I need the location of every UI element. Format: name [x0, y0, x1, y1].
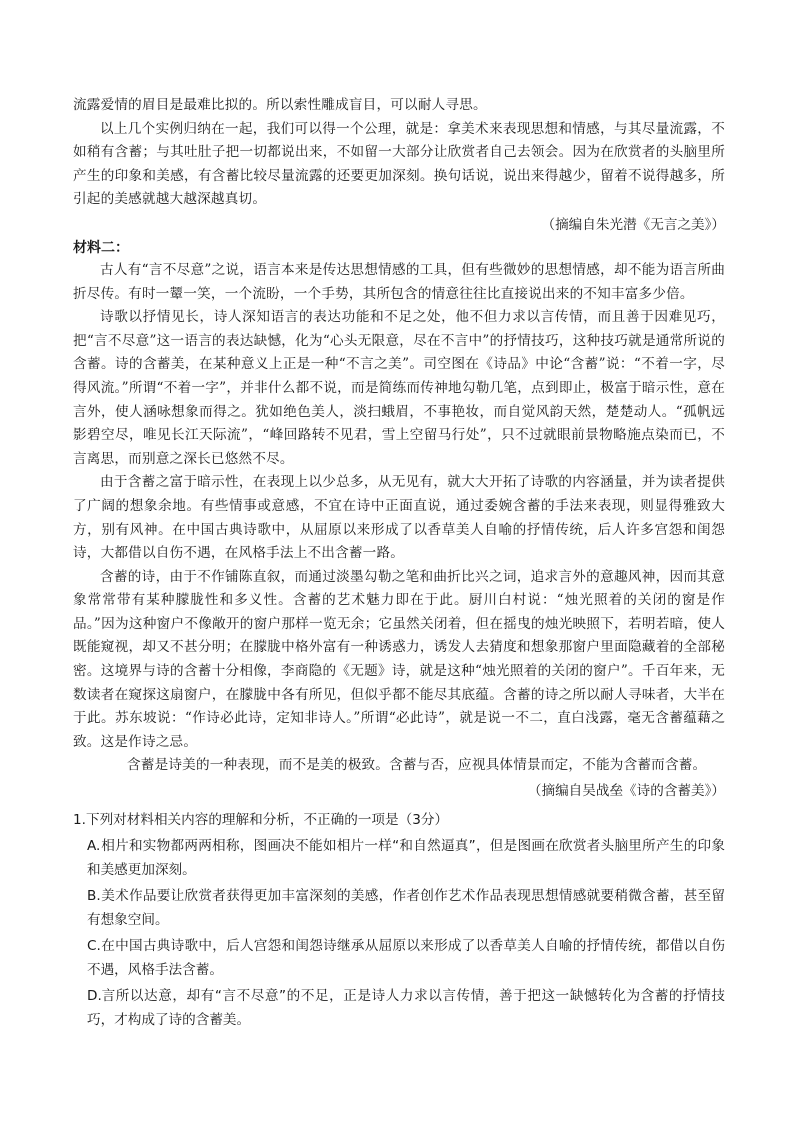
material2-paragraph-2: 诗歌以抒情见长，诗人深知语言的表达功能和不足之处，他不但力求以言传情，而且善于因难见巧，把“言不尽意”这一语言的表达缺憾，化为“心头无限意，尽在不言中”的抒情技巧，这种技巧就是通常所说的含蓄。诗的含蓄美，在某种意义上正是一种“不言之美”。司空图在《诗品》中论“含蓄”说：“不着一字，尽得风流。”所谓“不着一字”，并非什么都不说，而是简练而传神地勾勒几笔，点到即止，极富于暗示性，意在言外，使人涵咏想象而得之。犹如绝色美人，淡扫蛾眉，不事艳妆，而自觉风韵天然，楚楚动人。“孤帆远影碧空尽，唯见长江天际流”，“峰回路转不见君，雪上空留马行处”，只不过就眼前景物略施点染而已，不言离思，而别意之深长已悠然不尽。 — [73, 309, 725, 467]
option-d[interactable] — [73, 985, 725, 1032]
question-stem: 1.下列对材料相关内容的理解和分析，不正确的一项是（3分） — [73, 812, 449, 829]
option-d-text: 言所以达意，却有“言不尽意”的不足，正是诗人力求以言传情，善于把这一缺憾转化为含蓄的抒情技巧，才构成了诗的含蓄美。 — [87, 988, 725, 1028]
document-page — [73, 94, 725, 1032]
option-c-text: 在中国古典诗歌中，后人宫怨和闺怨诗继承从屈原以来形成了以香草美人自喻的抒情传统，都借以自伤不遇，风格手法含蓄。 — [87, 938, 725, 978]
option-c[interactable] — [73, 935, 725, 982]
material2-paragraph-3: 由于含蓄之富于暗示性，在表现上以少总多，从无见有，就大大开拓了诗歌的内容涵量，并为读者提供了广阔的想象余地。有些情事或意感，不宜在诗中正面直说，通过委婉含蓄的手法来表现，则显得雅致大方，别有风神。在中国古典诗歌中，从屈原以来形成了以香草美人自喻的抒情传统，后人许多宫怨和闺怨诗，大都借以自伤不遇，在风格手法上不出含蓄一路。 — [73, 474, 725, 562]
material1-paragraph-1: 流露爱情的眉目是最难比拟的。所以索性雕成盲目，可以耐人寻思。 — [73, 97, 487, 113]
material2-paragraph-1: 古人有“言不尽意”之说，语言本来是传达思想情感的工具，但有些微妙的思想情感，却不能为语言所曲折尽传。有时一颦一笑，一个流盼，一个手势，其所包含的情意往往比直接说出来的不知丰富多少倍。 — [73, 261, 725, 302]
material1-paragraph-2: 以上几个实例归纳在一起，我们可以得一个公理，就是：拿美术来表现思想和情感，与其尽量流露，不如稍有含蓄；与其吐肚子把一切都说出来，不如留一大部分让欣赏者自己去领会。因为在欣赏者的头脑里所产生的印象和美感，有含蓄比较尽量流露的还要更加深刻。换句话说，说出来得越少，留着不说得越多，所引起的美感就越大越深越真切。 — [73, 120, 725, 208]
material2-closing: 含蓄是诗美的一种表现，而不是美的极致。含蓄与否，应视具体情景而定，不能为含蓄而含蓄。 — [127, 757, 707, 774]
material2-heading: 材料二： — [73, 239, 129, 256]
material2-paragraph-4: 含蓄的诗，由于不作铺陈直叙，而通过淡墨勾勒之笔和曲折比兴之词，追求言外的意趣风神，因而其意象常常带有某种朦胧性和多义性。含蓄的艺术魅力即在于此。厨川白村说：“烛光照着的关闭的窗是作品。”因为这种窗户不像敞开的窗户那样一览无余；它虽然关闭着，但在摇曳的烛光映照下，若明若暗，使人既能窥视，却又不甚分明；在朦胧中格外富有一种诱惑力，诱发人去猜度和想象那窗户里面隐藏着的全部秘密。这境界与诗的含蓄十分相像，李商隐的《无题》诗，就是这种“烛光照着的关闭的窗户”。千百年来，无数读者在窥探这扇窗户，在朦胧中各有所见，但似乎都不能尽其底蕴。含蓄的诗之所以耐人寻味者，大半在于此。苏东坡说：“作诗必此诗，定知非诗人。”所谓“必此诗”，就是说一不二，直白浅露，毫无含蓄蕴藉之致。这是作诗之忌。 — [73, 568, 725, 750]
option-b-key: B. — [87, 888, 101, 905]
option-a[interactable] — [73, 835, 725, 882]
option-a-key: A. — [87, 838, 101, 855]
material2-source: （摘编自吴战垒《诗的含蓄美》） — [527, 783, 725, 800]
option-b-text: 美术作品要让欣赏者获得更加丰富深刻的美感，作者创作艺术作品表现思想情感就要稍微含蓄，甚至留有想象空间。 — [87, 888, 725, 928]
option-b[interactable] — [73, 885, 725, 932]
option-a-text: 相片和实物都两两相称，图画决不能如相片一样“和自然逼真”，但是图画在欣赏者头脑里所产生的印象和美感更加深刻。 — [87, 838, 725, 878]
option-d-key: D. — [87, 988, 102, 1005]
material1-source: （摘编自朱光潜《无言之美》） — [541, 216, 725, 233]
option-c-key: C. — [87, 938, 101, 955]
